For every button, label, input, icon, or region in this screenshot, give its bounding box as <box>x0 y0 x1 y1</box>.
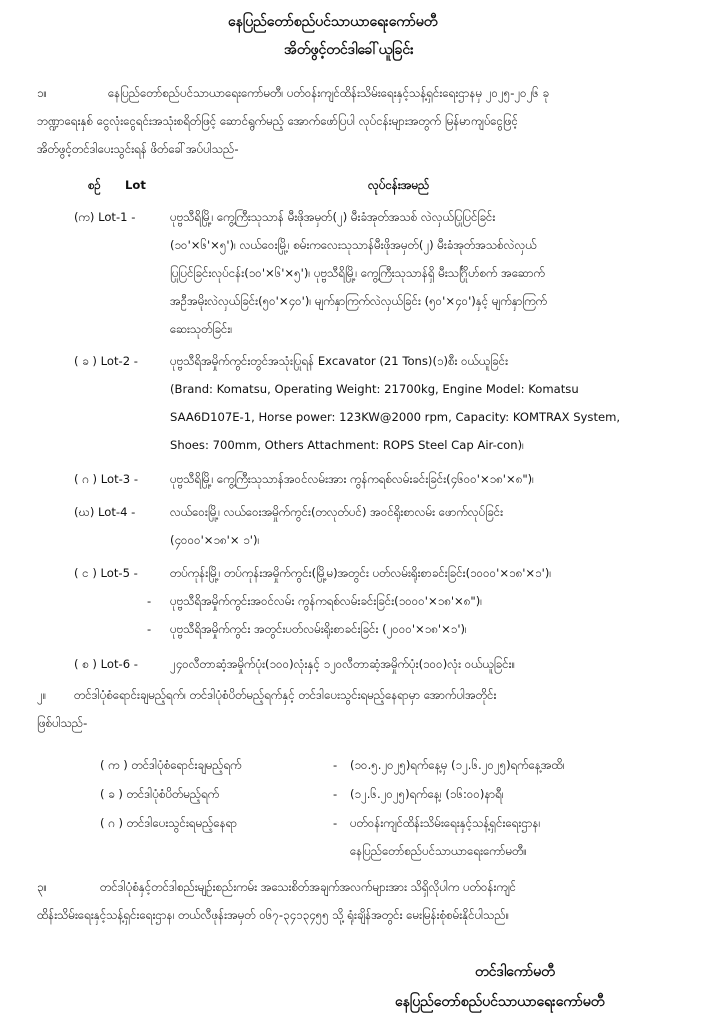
notice-subtitle: အိတ်ဖွင့်တင်ဒါခေါ်ယူခြင်း <box>284 42 414 58</box>
lot2-line: SAA6D107E-1, Horse power: 123KW@2000 rpm, Capacity: KOMTRAX System, <box>170 410 621 424</box>
para2-line2: ဖြစ်ပါသည်- <box>37 716 88 730</box>
lot6-line: ၂၄၀လီတာဆံ့အမှိုက်ပုံး(၁၀၀)လုံးနှင့် ၁၂၀လီတာဆံ့အမှိုက်ပုံး(၁၀၀)လုံး ဝယ်ယူခြင်း။ <box>170 657 516 671</box>
lot5-sub-dash: - <box>147 594 152 608</box>
schedule-item-dash: - <box>333 787 338 801</box>
para1-number: ၁။ <box>37 86 48 100</box>
para1-line2: ဘဏ္ဍာရေးနှစ် ငွေလုံးငွေရင်းအသုံးစရိတ်ဖြင့် ဆောင်ရွက်မည့် အောက်ဖော်ပြပါ လုပ်ငန်းများအတွက် မြန်မာကျပ်ငွေဖြင့် <box>37 114 518 128</box>
notice-title: နေပြည်တော်စည်ပင်သာယာရေးကော်မတီ <box>228 14 438 30</box>
lot1-line: ဆေးသုတ်ခြင်း၊ <box>170 322 233 336</box>
lot5-sub-line: ပုဗ္ဗသီရိအမှိုက်ကွင်း အတွင်းပတ်လမ်းရိုးစာခင်းခြင်း (၂၀၀၀'×၁၈'×၁')၊ <box>170 622 467 636</box>
schedule-item-label: ( ဂ ) တင်ဒါပေးသွင်းရမည့်နေရာ <box>100 816 238 830</box>
lot1-line: ပြုပြင်ခြင်းလုပ်ငန်း(၁၀'×၆'×၅')၊ ပုဗ္ဗသီရိမြို့၊ ကွေ့ကြီးသုသာန်ရှိ မီးသင်္ဂြိုဟ်စက် အဆောက် <box>170 266 545 280</box>
para2-line1: တင်ဒါပုံစံရောင်းချမည့်ရက်၊ တင်ဒါပုံစံပိတ်မည့်ရက်နှင့် တင်ဒါပေးသွင်းရမည့်နေရာမှာ အောက်ပါအတိုင်း <box>74 688 497 702</box>
lot5-prefix: ( င ) Lot-5 - <box>74 566 138 580</box>
lot1-prefix: (က) Lot-1 - <box>74 210 136 224</box>
lot2-line: (Brand: Komatsu, Operating Weight: 21700kg, Engine Model: Komatsu <box>170 382 579 396</box>
lot-header-work-name: လုပ်ငန်းအမည် <box>368 178 430 192</box>
signature-organization: နေပြည်တော်စည်ပင်သာယာရေးကော်မတီ <box>395 994 605 1010</box>
schedule-item-label: ( ခ ) တင်ဒါပုံစံပိတ်မည့်ရက် <box>100 787 220 801</box>
lot2-prefix: ( ခ ) Lot-2 - <box>74 354 138 368</box>
lot4-line: (၄၀၀၀'×၁၈'× ၁')၊ <box>170 533 260 547</box>
schedule-item-value: (၁၂.၆.၂၀၂၅)ရက်နေ့၊ (၁၆:၀၀)နာရီ၊ <box>350 787 504 801</box>
lot1-line: (၁၀'×၆'×၅')၊ လယ်ဝေးမြို့၊ စမ်းကလေးသုသာန်မီးဖိုအမှတ်(၂) မီးခံအုတ်အသစ်လဲလှယ် <box>170 238 537 252</box>
schedule-item-label: ( က ) တင်ဒါပုံစံရောင်းချမည့်ရက် <box>100 758 242 772</box>
para3-line2: ထိန်းသိမ်းရေးနှင့်သန့်ရှင်းရေးဌာန၊ တယ်လီဖုန်းအမှတ် ၀၆၇-၃၄၁၃၄၅၅ သို့ ရုံးချိန်အတွင်း မေးမြန်းစုံစမ်းနိုင်ပါသည်။ <box>37 908 510 922</box>
lot2-line: ပုဗ္ဗသီရိအမှိုက်ကွင်းတွင်အသုံးပြုရန် Excavator (21 Tons)(၁)စီး ဝယ်ယူခြင်း <box>170 354 509 368</box>
lot2-line: Shoes: 700mm, Others Attachment: ROPS Steel Cap Air-con)၊ <box>170 438 524 452</box>
schedule-item-dash: - <box>333 758 338 772</box>
schedule-item-value: ပတ်ဝန်းကျင်ထိန်းသိမ်းရေးနှင့်သန့်ရှင်းရေးဌာန၊ <box>350 816 541 830</box>
lot6-prefix: ( စ ) Lot-6 - <box>74 657 138 671</box>
lot1-line: ပုဗ္ဗသီရိမြို့၊ ကွေ့ကြီးသုသာန် မီးဖိုအမှတ်(၂) မီးခံအုတ်အသစ် လဲလှယ်ပြုပြင်ခြင်း <box>170 210 496 224</box>
signature-committee: တင်ဒါကော်မတီ <box>475 964 555 980</box>
para1-line3: အိတ်ဖွင့်တင်ဒါပေးသွင်းရန် ဖိတ်ခေါ်အပ်ပါသည်- <box>37 142 239 156</box>
lot5-sub-line: ပုဗ္ဗသီရိအမှိုက်ကွင်းအဝင်လမ်း ကွန်ကရစ်လမ်းခင်းခြင်း(၁၀၀၀'×၁၈'×၈")၊ <box>170 594 483 608</box>
lot5-sub-dash: - <box>147 622 152 636</box>
lot1-line: အဦအမိုးလဲလှယ်ခြင်း(၅၀'×၄၀')၊ မျက်နှာကြက်လဲလှယ်ခြင်း (၅၀'×၄၀')နှင့် မျက်နှာကြက် <box>170 294 548 308</box>
para3-number: ၃။ <box>37 880 48 894</box>
lot4-line: လယ်ဝေးမြို့၊ လယ်ဝေးအမှိုက်ကွင်း(တလုတ်ပင်) အဝင်ရိုးစာလမ်း ဖောက်လုပ်ခြင်း <box>170 505 504 519</box>
schedule-item-value-cont: နေပြည်တော်စည်ပင်သာယာရေးကော်မတီ။ <box>350 844 527 858</box>
para3-line1: တင်ဒါပုံစံနှင့်တင်ဒါစည်းမျဉ်းစည်းကမ်း အသေးစိတ်အချက်အလက်များအား သိရှိလိုပါက ပတ်ဝန်းကျင် <box>100 880 517 894</box>
lot5-line: တပ်ကုန်းမြို့၊ တပ်ကုန်းအမှိုက်ကွင်း(မြို့မ)အတွင်း ပတ်လမ်းရိုးစာခင်းခြင်း(၁၀၀၀'×၁၈'×၁')၊ <box>170 566 552 580</box>
lot-header-serial: စဉ် <box>88 178 101 192</box>
lot3-line: ပုဗ္ဗသီရိမြို့၊ ကွေ့ကြီးသုသာန်အဝင်လမ်းအား ကွန်ကရစ်လမ်းခင်းခြင်း(၄၆၀၀'×၁၈'×၈")၊ <box>170 472 535 486</box>
lot-header-lot: Lot <box>125 178 146 192</box>
lot3-prefix: ( ဂ ) Lot-3 - <box>74 472 139 486</box>
schedule-item-dash: - <box>333 816 338 830</box>
schedule-item-value: (၁၀.၅.၂၀၂၅)ရက်နေ့မှ (၁၂.၆.၂၀၂၅)ရက်နေ့အထိ၊ <box>350 758 565 772</box>
para2-number: ၂။ <box>37 688 47 702</box>
lot4-prefix: (ဃ) Lot-4 - <box>74 505 136 519</box>
para1-line1: နေပြည်တော်စည်ပင်သာယာရေးကော်မတီ၊ ပတ်ဝန်းကျင်ထိန်းသိမ်းရေးနှင့်သန့်ရှင်းရေးဌာနမှ ၂၀၂၅-၂၀၂၆ ခု <box>108 86 550 100</box>
